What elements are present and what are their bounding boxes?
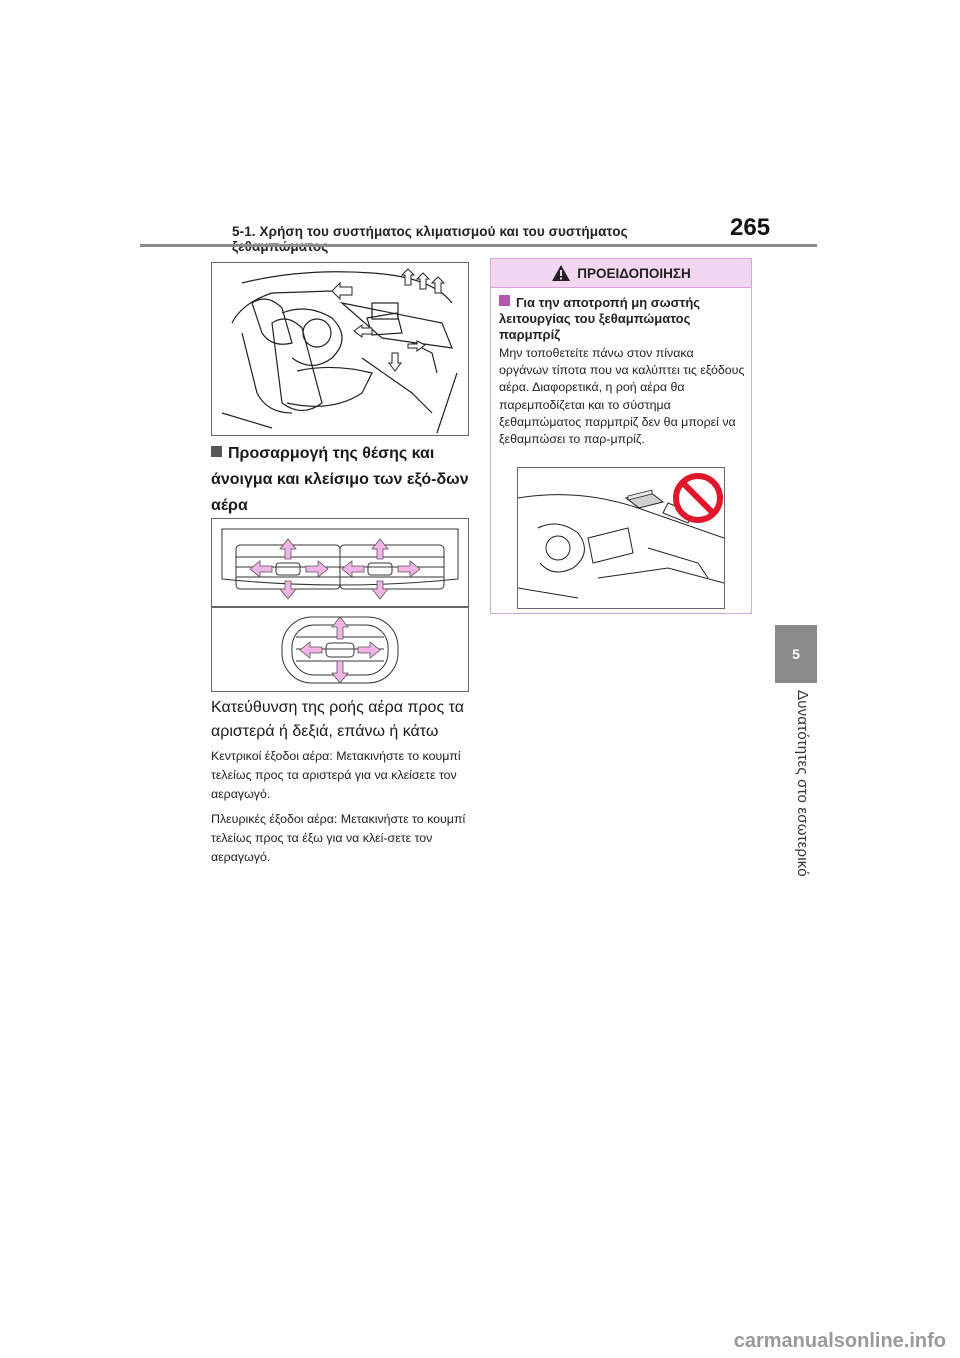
direction-lead-text: Κατεύθυνση της ροής αέρα προς τα αριστερά ή δεξιά, επάνω ή κάτω — [211, 699, 464, 740]
side-vents-paragraph: Πλευρικές έξοδοι αέρα: Μετακινήστε το κουμπί τελείως προς τα έξω για να κλεί-σετε τον αεραγωγό. — [211, 812, 466, 864]
section-heading — [211, 441, 471, 519]
prohibited-object-illustration — [517, 467, 725, 609]
section-heading-text: Προσαρμογή της θέσης και άνοιγμα και κλείσιμο των εξό-δων αέρα — [211, 445, 469, 514]
chapter-tab-number: 5 — [792, 646, 800, 662]
warning-triangle-icon — [551, 264, 571, 282]
footer-watermark: carmanualsonline.info — [733, 1330, 946, 1352]
section-bullet — [211, 446, 222, 457]
cabin-airflow-illustration — [211, 262, 469, 436]
warning-subheading — [499, 295, 743, 343]
chapter-label: Δυνατότητες στο εσωτερικό — [794, 690, 811, 877]
warning-bullet — [499, 295, 510, 306]
air-vent-direction-drawing — [212, 519, 468, 691]
warning-subheading-text: Για την αποτροπή μη σωστής λειτουργίας του ξεθαμπώματος παρμπρίζ — [499, 295, 701, 342]
air-vent-direction-illustration — [211, 518, 469, 692]
page-number: 265 — [730, 214, 771, 241]
header-rule — [140, 244, 817, 247]
warning-header — [491, 259, 751, 288]
warning-title: ΠΡΟΕΙΔΟΠΟΙΗΣΗ — [577, 265, 691, 281]
cabin-airflow-drawing — [212, 263, 468, 435]
chapter-tab — [775, 625, 817, 683]
prohibited-object-drawing — [518, 468, 724, 608]
warning-body: Μην τοποθετείτε πάνω στον πίνακα οργάνων τίποτα που να καλύπτει τις εξόδους αέρα. Διαφορετικά, η ροή αέρα θα παρεμποδίζεται και το σύστημα ξεθαμπώματος παρμπρίζ δεν θα μπορεί να ξεθαμπώσει το παρ-μπρίζ. — [499, 346, 745, 447]
header-title: 5-1. Χρήση του συστήματος κλιματισμού και του συστήματος — [232, 224, 628, 239]
prohibition-icon — [676, 476, 720, 520]
center-vents-paragraph: Κεντρικοί έξοδοι αέρα: Μετακινήστε το κουμπί τελείως προς τα αριστερά για να κλείσετε τον αεραγωγό. — [211, 749, 461, 801]
warning-box — [490, 258, 752, 614]
